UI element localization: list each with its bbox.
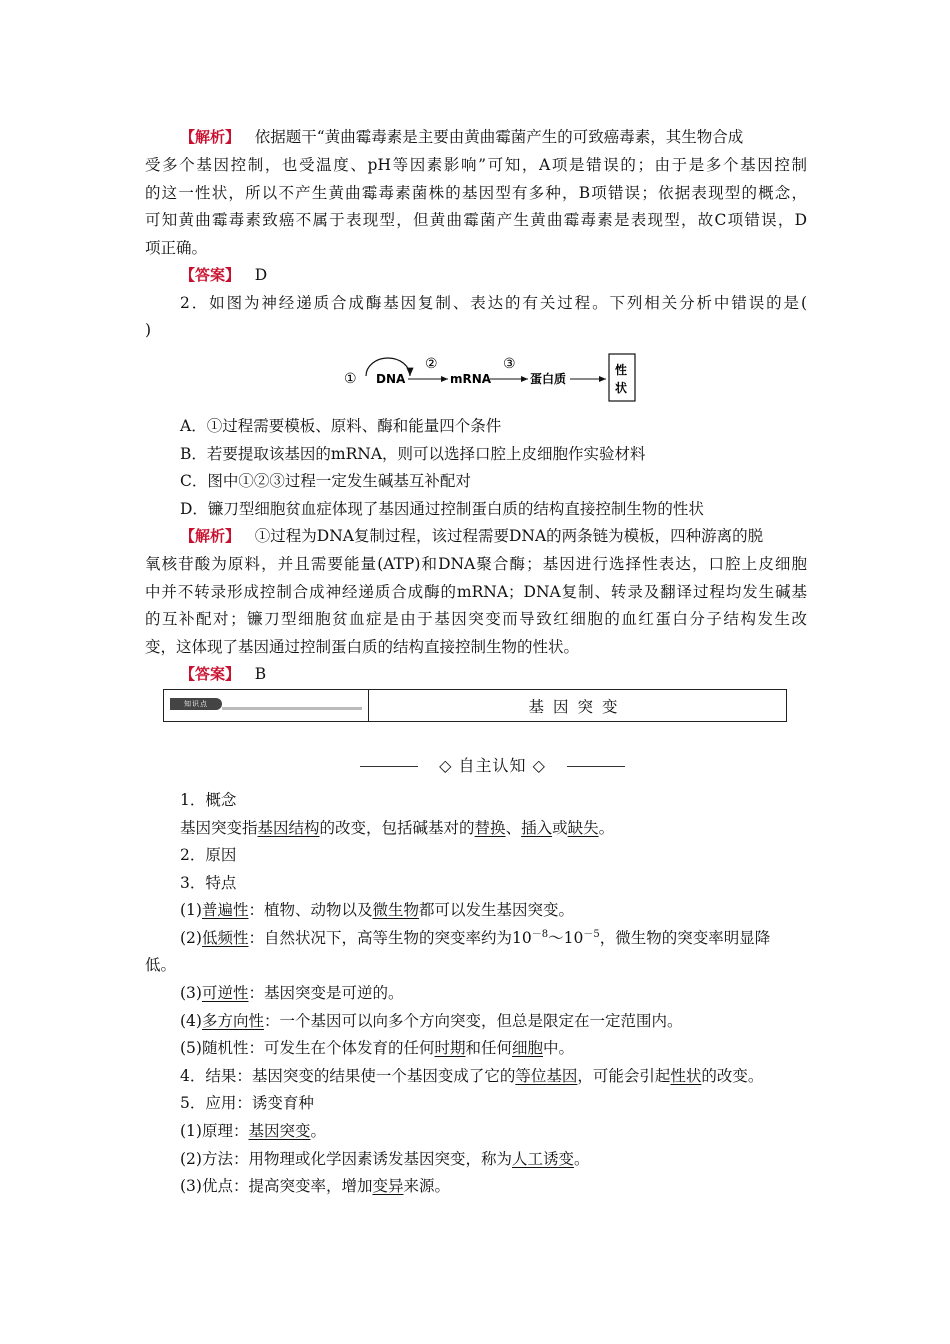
application-advantage: (3)优点：提高突变率，增加变异来源。 bbox=[180, 1177, 450, 1195]
knowledge-point-box bbox=[163, 689, 787, 722]
concept-text: 基因突变指基因结构的改变，包括碱基对的替换、插入或缺失。 bbox=[180, 819, 615, 837]
knowledge-point-title: 基因突变 bbox=[528, 698, 627, 716]
knowledge-point-badge: 知识点 bbox=[170, 698, 222, 710]
feature-low-frequency-cont: 低。 bbox=[145, 956, 177, 974]
feature-low-frequency: (2)低频性：自然状况下，高等生物的突变率约为$10^{-8}\sim 10^{-5}$，微生物的突变率明显降 bbox=[180, 928, 771, 947]
analysis-tag: 【解析】 bbox=[180, 128, 241, 146]
option-d: D．镰刀型细胞贫血症体现了基因通过控制蛋白质的结构直接控制生物的性状 bbox=[180, 500, 704, 518]
mrna-node: mRNA bbox=[450, 372, 492, 386]
application-method: (2)方法：用物理或化学因素诱发基因突变，称为人工诱变。 bbox=[180, 1150, 590, 1168]
analysis2-line2: 氧核苷酸为原料，并且需要能量(ATP)和DNA聚合酶；基因进行选择性表达，口腔上皮细胞 bbox=[145, 555, 807, 573]
analysis1-line1: 【解析】 依据题干“黄曲霉毒素是主要由黄曲霉菌产生的可致癌毒素，其生物合成 bbox=[180, 128, 744, 146]
analysis1-line4: 可知黄曲霉毒素致癌不属于表现型，但黄曲霉菌产生黄曲霉毒素是表现型，故C项错误，D bbox=[145, 211, 807, 229]
dna-node: DNA bbox=[376, 372, 406, 386]
heading-concept: 1．概念 bbox=[180, 791, 237, 809]
answer-tag: 【答案】 bbox=[180, 665, 241, 683]
option-a: A．①过程需要模板、原料、酶和能量四个条件 bbox=[180, 417, 502, 435]
process-diagram-svg bbox=[340, 350, 640, 404]
feature-multidirectional: (4)多方向性：一个基因可以向多个方向突变，但总是限定在一定范围内。 bbox=[180, 1012, 683, 1030]
analysis1-line5: 项正确。 bbox=[145, 239, 208, 257]
answer-value: D bbox=[254, 266, 268, 284]
analysis2-line4: 的互补配对；镰刀型细胞贫血症是由于基因突变而导致红细胞的血红蛋白分子结构发生改 bbox=[145, 610, 807, 628]
answer1 bbox=[180, 265, 267, 285]
process-diagram bbox=[340, 350, 640, 404]
analysis1-line2: 受多个基因控制，也受温度、pH等因素影响”可知，A项是错误的；由于是多个基因控制 bbox=[145, 156, 807, 174]
option-b: B．若要提取该基因的mRNA，则可以选择口腔上皮细胞作实验材料 bbox=[180, 445, 646, 463]
analysis-tag: 【解析】 bbox=[180, 527, 241, 545]
heading-result: 4．结果：基因突变的结果使一个基因变成了它的等位基因，可能会引起性状的改变。 bbox=[180, 1067, 764, 1085]
answer-value: B bbox=[254, 665, 267, 683]
analysis2-line5: 变，这体现了基因通过控制蛋白质的结构直接控制生物的性状。 bbox=[145, 638, 580, 656]
analysis2-line1: 【解析】 ①过程为DNA复制过程，该过程需要DNA的两条链为模板，四种游离的脱 bbox=[180, 527, 764, 545]
question2-stem-cont: ) bbox=[145, 321, 152, 339]
section-title: ◇ 自主认知 ◇ bbox=[439, 756, 546, 775]
feature-randomness: (5)随机性：可发生在个体发育的任何时期和任何细胞中。 bbox=[180, 1039, 575, 1057]
heading-features: 3．特点 bbox=[180, 874, 237, 892]
question2-stem: 2．如图为神经递质合成酶基因复制、表达的有关过程。下列相关分析中错误的是( bbox=[180, 294, 807, 312]
protein-node: 蛋白质 bbox=[530, 372, 567, 386]
step3-label: ③ bbox=[503, 356, 516, 372]
option-c: C．图中①②③过程一定发生碱基互补配对 bbox=[180, 472, 471, 490]
trait-node-char2: 状 bbox=[615, 381, 628, 395]
analysis2-line3: 中并不转录形成控制合成神经递质合成酶的mRNA；DNA复制、转录及翻译过程均发生碱基 bbox=[145, 583, 807, 601]
answer-tag: 【答案】 bbox=[180, 266, 241, 284]
step2-label: ② bbox=[425, 356, 438, 372]
badge-decoration-bar bbox=[222, 707, 362, 710]
heading-rule-left bbox=[360, 766, 418, 767]
section-heading bbox=[360, 755, 625, 777]
application-principle: (1)原理：基因突变。 bbox=[180, 1122, 326, 1140]
trait-node-char1: 性 bbox=[615, 363, 628, 377]
analysis1-line3: 的这一性状，所以不产生黄曲霉毒素菌株的基因型有多种，B项错误；依据表现型的概念， bbox=[145, 184, 807, 202]
heading-rule-right bbox=[567, 766, 625, 767]
step1-label: ① bbox=[344, 371, 357, 387]
answer2 bbox=[180, 664, 266, 684]
feature-universality: (1)普遍性：植物、动物以及微生物都可以发生基因突变。 bbox=[180, 901, 575, 919]
heading-cause: 2．原因 bbox=[180, 846, 237, 864]
feature-reversibility: (3)可逆性：基因突变是可逆的。 bbox=[180, 984, 404, 1002]
heading-application: 5．应用：诱变育种 bbox=[180, 1094, 314, 1112]
